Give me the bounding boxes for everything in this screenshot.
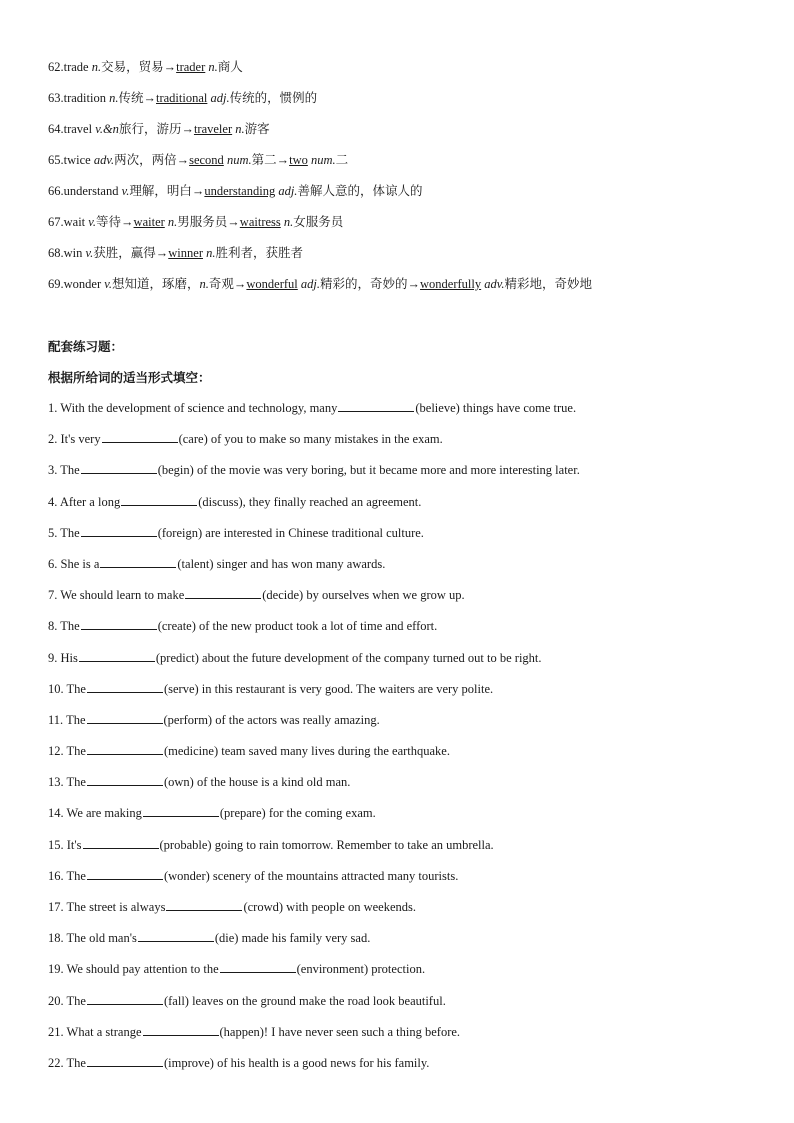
exercise-number: 10. — [48, 681, 64, 696]
sentence-end: of the new product took a lot of time and effort. — [199, 619, 438, 634]
exercise-item — [48, 643, 748, 674]
headword: twice — [63, 153, 91, 167]
part-of-speech: adj. — [210, 91, 230, 105]
answer-blank[interactable] — [81, 617, 157, 630]
exercise-number: 2. — [48, 432, 58, 447]
arrow-icon: → — [276, 153, 290, 167]
sentence-end: protection. — [371, 962, 426, 977]
meaning: 游客 — [244, 122, 270, 136]
part-of-speech: n. — [91, 60, 102, 74]
sentence-end: for the coming exam. — [268, 806, 376, 821]
sentence-end: are interested in Chinese traditional culture. — [205, 525, 424, 540]
entry-number: 67. — [48, 215, 64, 229]
exercise-number: 1. — [48, 401, 58, 415]
meaning: 善解人意的，体谅人的 — [297, 184, 423, 198]
answer-blank[interactable] — [138, 929, 214, 942]
exercise-item — [48, 705, 748, 736]
part-of-speech: adv. — [484, 277, 505, 291]
exercise-number: 22. — [48, 1055, 64, 1070]
sentence-start: She is a — [60, 556, 100, 571]
answer-blank[interactable] — [87, 867, 163, 880]
vocab-entry — [48, 269, 748, 300]
word-hint: (talent) — [177, 556, 214, 571]
word-hint: (die) — [214, 931, 239, 946]
exercise-number: 15. — [48, 837, 64, 852]
headword: understand — [63, 184, 119, 198]
word-hint: (wonder) — [163, 868, 210, 883]
sentence-start: The — [60, 525, 80, 540]
arrow-icon: → — [181, 122, 194, 136]
word-hint: (crowd) — [243, 900, 284, 914]
meaning: 旅行，游历 — [118, 122, 182, 136]
exercise-item — [48, 830, 748, 861]
word-hint: (prepare) — [219, 806, 266, 821]
part-of-speech: v. — [85, 246, 94, 260]
sentence-end: of the actors was really amazing. — [215, 712, 380, 727]
meaning: 二 — [335, 153, 349, 167]
exercise-item — [48, 393, 748, 424]
word-hint: (medicine) — [163, 744, 219, 759]
exercise-item — [48, 455, 748, 486]
answer-blank[interactable] — [102, 430, 178, 443]
exercise-item — [48, 1017, 748, 1048]
part-of-speech: v. — [121, 184, 130, 198]
sentence-end: singer and has won many awards. — [216, 556, 386, 571]
exercise-number: 6. — [48, 556, 58, 571]
part-of-speech: n. — [208, 60, 218, 74]
sentence-start: We should learn to make — [60, 588, 185, 603]
derived-word: understanding — [204, 184, 276, 198]
word-hint: (own) — [163, 775, 194, 790]
exercise-number: 5. — [48, 525, 58, 540]
entry-number: 69. — [48, 277, 64, 291]
meaning: 获胜，赢得 — [93, 246, 156, 260]
sentence-start: The — [66, 744, 86, 759]
answer-blank[interactable] — [87, 711, 163, 724]
sentence-end: things have come true. — [462, 401, 577, 415]
exercise-item — [48, 954, 748, 985]
exercise-number: 12. — [48, 744, 64, 759]
exercise-item — [48, 892, 748, 923]
answer-blank[interactable] — [87, 773, 163, 786]
exercise-item — [48, 798, 748, 829]
answer-blank[interactable] — [87, 992, 163, 1005]
word-hint: (fall) — [163, 993, 189, 1008]
worksheet-page — [48, 52, 748, 1079]
answer-blank[interactable] — [79, 649, 155, 662]
arrow-icon: → — [191, 184, 205, 198]
sentence-start: The — [66, 775, 86, 790]
derived-word: two — [289, 153, 308, 167]
derived-word: second — [189, 153, 224, 167]
meaning: 胜利者，获胜者 — [215, 246, 303, 260]
sentence-start: The old man's — [66, 931, 137, 946]
exercise-item — [48, 767, 748, 798]
sentence-end: made his family very sad. — [241, 931, 371, 946]
section-title: 配套练习题： — [48, 339, 124, 354]
headword: wonder — [63, 277, 102, 291]
word-hint: (improve) — [163, 1055, 214, 1070]
sentence-start: His — [60, 650, 78, 665]
derived-word: waitress — [239, 215, 281, 229]
part-of-speech: num. — [226, 153, 252, 167]
meaning: 精彩地，奇妙地 — [504, 277, 593, 291]
derived-word: trader — [176, 60, 206, 74]
derived-word: traveler — [193, 122, 233, 136]
answer-blank[interactable] — [185, 586, 261, 599]
meaning: 商人 — [217, 60, 243, 74]
entry-number: 66. — [48, 184, 64, 198]
part-of-speech: adj. — [278, 184, 298, 198]
word-hint: (foreign) — [157, 525, 203, 540]
word-hint: (predict) — [155, 650, 199, 665]
vocab-entry — [48, 145, 748, 176]
answer-blank[interactable] — [87, 742, 163, 755]
part-of-speech: n. — [283, 215, 294, 229]
arrow-icon: → — [143, 91, 156, 105]
vocab-entry — [48, 176, 748, 207]
entry-number: 62. — [48, 60, 64, 74]
sentence-start: We are making — [66, 806, 142, 821]
exercise-list — [48, 393, 748, 1079]
exercise-number: 13. — [48, 775, 64, 790]
meaning: 想知道，琢磨， — [112, 277, 200, 291]
word-hint: (discuss), — [198, 494, 246, 509]
answer-blank[interactable] — [166, 898, 242, 911]
answer-blank[interactable] — [83, 836, 159, 849]
arrow-icon: → — [227, 215, 240, 229]
entry-number: 68. — [48, 246, 64, 260]
exercise-item — [48, 674, 748, 705]
sentence-end: by ourselves when we grow up. — [306, 588, 465, 603]
sentence-end: team saved many lives during the earthquake. — [221, 744, 450, 759]
part-of-speech: adj. — [300, 277, 321, 291]
meaning: 男服务员 — [177, 215, 228, 229]
word-hint: (care) — [178, 432, 208, 447]
derived-word: waiter — [133, 215, 165, 229]
exercise-item — [48, 580, 748, 611]
answer-blank[interactable] — [87, 1054, 163, 1067]
headword: trade — [63, 60, 89, 74]
vocab-entry — [48, 114, 748, 145]
part-of-speech: n. — [109, 91, 119, 105]
part-of-speech: v.&n — [95, 122, 119, 136]
sentence-end: going to rain tomorrow. Remember to take an umbrella. — [214, 837, 494, 852]
part-of-speech: n. — [199, 277, 209, 291]
answer-blank[interactable] — [338, 399, 414, 412]
part-of-speech: n. — [235, 122, 245, 136]
arrow-icon: → — [121, 215, 134, 229]
answer-blank[interactable] — [81, 461, 157, 474]
arrow-icon: → — [233, 277, 247, 291]
headword: travel — [63, 122, 93, 136]
sentence-start: With the development of science and technology, many — [60, 401, 338, 415]
word-hint: (probable) — [159, 837, 212, 852]
vocab-entry — [48, 52, 748, 83]
sentence-start: The — [60, 463, 80, 478]
part-of-speech: n. — [206, 246, 216, 260]
exercise-number: 21. — [48, 1024, 64, 1039]
exercise-item — [48, 549, 748, 580]
answer-blank[interactable] — [220, 960, 296, 973]
entry-number: 63. — [48, 91, 64, 105]
exercise-item — [48, 923, 748, 954]
meaning: 奇观 — [208, 277, 234, 291]
sentence-end: with people on weekends. — [286, 900, 416, 914]
sentence-end: of the movie was very boring, but it became more and more interesting later. — [196, 463, 580, 478]
sentence-start: The — [66, 681, 86, 696]
section-instruction: 根据所给词的适当形式填空： — [48, 370, 211, 385]
word-hint: (environment) — [296, 962, 369, 977]
part-of-speech: v. — [88, 215, 97, 229]
exercise-item — [48, 1048, 748, 1079]
exercise-item — [48, 736, 748, 767]
sentence-end: of the house is a kind old man. — [196, 775, 351, 790]
exercise-number: 8. — [48, 619, 58, 634]
exercise-number: 16. — [48, 868, 64, 883]
headword: wait — [63, 215, 86, 229]
answer-blank[interactable] — [81, 524, 157, 537]
sentence-start: The — [66, 993, 86, 1008]
exercise-item — [48, 611, 748, 642]
answer-blank[interactable] — [121, 493, 197, 506]
meaning: 第二 — [251, 153, 277, 167]
exercise-item — [48, 487, 748, 518]
sentence-end: scenery of the mountains attracted many tourists. — [212, 868, 459, 883]
exercise-number: 19. — [48, 962, 64, 977]
arrow-icon: → — [176, 153, 190, 167]
meaning: 精彩的，奇妙的 — [320, 277, 408, 291]
answer-blank[interactable] — [143, 804, 219, 817]
meaning: 理解，明白 — [129, 184, 192, 198]
sentence-end: of you to make so many mistakes in the exam. — [210, 432, 443, 447]
derived-word: wonderfully — [420, 277, 482, 291]
sentence-start: The street is always — [66, 900, 166, 914]
exercise-item — [48, 424, 748, 455]
arrow-icon: → — [163, 60, 177, 74]
sentence-start: After a long — [59, 494, 121, 509]
exercise-number: 14. — [48, 806, 64, 821]
sentence-start: The — [66, 1055, 86, 1070]
meaning: 传统 — [118, 91, 144, 105]
exercise-number: 17. — [48, 900, 64, 914]
sentence-end: about the future development of the company turned out to be right. — [202, 650, 542, 665]
meaning: 女服务员 — [293, 215, 344, 229]
sentence-start: What a strange — [66, 1024, 142, 1039]
meaning: 传统的，惯例的 — [229, 91, 318, 105]
word-hint: (perform) — [163, 712, 213, 727]
sentence-end: leaves on the ground make the road look beautiful. — [192, 993, 446, 1008]
exercise-number: 4. — [48, 494, 58, 509]
answer-blank[interactable] — [87, 680, 163, 693]
part-of-speech: n. — [167, 215, 178, 229]
exercise-item — [48, 861, 748, 892]
exercise-number: 7. — [48, 588, 58, 603]
sentence-end: of his health is a good news for his family. — [217, 1055, 430, 1070]
sentence-end: I have never seen such a thing before. — [271, 1024, 461, 1039]
meaning: 交易，贸易 — [101, 60, 164, 74]
sentence-start: The — [66, 712, 86, 727]
answer-blank[interactable] — [100, 555, 176, 568]
part-of-speech: v. — [104, 277, 112, 291]
exercise-number: 11. — [48, 712, 64, 727]
sentence-end: they finally reached an agreement. — [248, 494, 422, 509]
entry-number: 65. — [48, 153, 64, 167]
word-hint: (serve) — [163, 681, 199, 696]
exercise-number: 9. — [48, 650, 58, 665]
answer-blank[interactable] — [143, 1023, 219, 1036]
word-hint: (create) — [157, 619, 196, 634]
meaning: 等待 — [96, 215, 122, 229]
part-of-speech: num. — [310, 153, 336, 167]
word-hint: (happen)! — [219, 1024, 269, 1039]
arrow-icon: → — [407, 277, 421, 291]
vocab-entry — [48, 238, 748, 269]
sentence-start: The — [60, 619, 80, 634]
sentence-end: in this restaurant is very good. The waiters are very polite. — [201, 681, 494, 696]
exercise-number: 18. — [48, 931, 64, 946]
sentence-start: It's — [66, 837, 82, 852]
exercise-item — [48, 518, 748, 549]
sentence-start: It's very — [60, 432, 101, 447]
headword: tradition — [63, 91, 106, 105]
word-hint: (decide) — [262, 588, 304, 603]
exercise-number: 3. — [48, 463, 58, 478]
exercise-item — [48, 986, 748, 1017]
derived-word: winner — [168, 246, 203, 260]
entry-number: 64. — [48, 122, 64, 136]
vocab-entry — [48, 207, 748, 238]
word-hint: (believe) — [415, 401, 460, 415]
vocab-entry — [48, 83, 748, 114]
derived-word: traditional — [156, 91, 208, 105]
vocab-list — [48, 52, 748, 300]
sentence-start: The — [66, 868, 86, 883]
part-of-speech: adv. — [93, 153, 115, 167]
arrow-icon: → — [155, 246, 169, 260]
meaning: 两次，两倍 — [114, 153, 177, 167]
headword: win — [63, 246, 83, 260]
sentence-start: We should pay attention to the — [66, 962, 219, 977]
derived-word: wonderful — [246, 277, 298, 291]
word-hint: (begin) — [157, 463, 194, 478]
exercise-number: 20. — [48, 993, 64, 1008]
